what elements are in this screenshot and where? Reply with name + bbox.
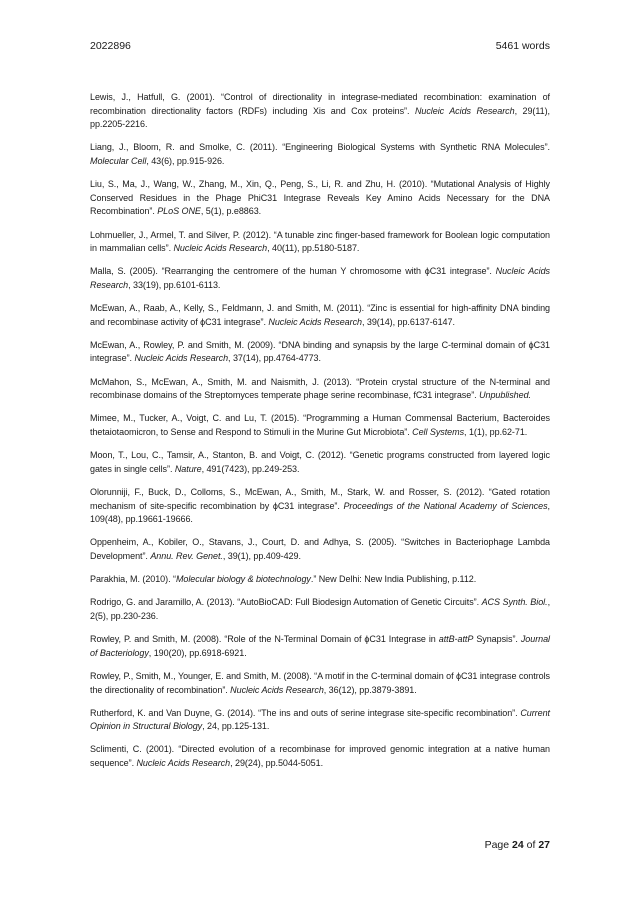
reference-italic-text: Nucleic Acids Research <box>136 758 231 769</box>
reference-italic-text: ACS Synth. Biol. <box>481 597 548 608</box>
reference-text: Liu, S., Ma, J., Wang, W., Zhang, M., Xin, Q., Peng, S., Li, R. and Zhu, H. (2010). “Mutational Analysis of Highly Conserved Residues in the Phage PhiC31 Integrase Reveals Key Amino Acids Necessary for the DNA Recombination”. <box>90 179 550 217</box>
reference-text: , 29(24), pp.5044-5051. <box>230 758 324 769</box>
reference-text: Lohmueller, J., Armel, T. and Silver, P. (2012). “A tunable zinc finger-based framework for Boolean logic computation in mammalian cells”. <box>90 229 550 254</box>
reference-text: , 33(19), pp.6101-6113. <box>128 279 221 290</box>
reference-text: , 491(7423), pp.249-253. <box>201 463 300 474</box>
reference-italic-text: Nucleic Acids Research <box>90 266 550 290</box>
student-id: 2022896 <box>90 40 131 52</box>
reference-entry <box>90 265 550 292</box>
reference-italic-text: Nucleic Acids Research <box>414 105 515 116</box>
reference-entry <box>90 91 550 132</box>
reference-italic-text: Cell Systems <box>412 427 465 438</box>
reference-entry <box>90 412 550 439</box>
reference-text: Moon, T., Lou, C., Tamsir, A., Stanton, B. and Voigt, C. (2012). “Genetic programs constructed from layered logic gates in single cells”. <box>90 450 550 474</box>
reference-italic-text: Nucleic Acids Research <box>173 243 268 254</box>
reference-italic-text: Current Opinion in Structural Biology <box>90 707 550 732</box>
reference-text: , 29(11), pp.2205-2216. <box>90 105 550 130</box>
reference-text: Rowley, P. and Smith, M. (2008). “Role of the N-Terminal Domain of ϕC31 Integrase in <box>90 634 439 645</box>
reference-italic-text: Unpublished. <box>479 390 531 401</box>
reference-italic-text: PLoS ONE <box>157 206 201 217</box>
reference-entry <box>90 178 550 219</box>
reference-italic-text: Nature <box>174 463 202 474</box>
reference-text: , 37(14), pp.4764-4773. <box>228 353 321 364</box>
reference-italic-text: Nucleic Acids Research <box>230 684 324 695</box>
reference-text: McMahon, S., McEwan, A., Smith, M. and Naismith, J. (2013). “Protein crystal structure of the N-terminal and recombinase domains of the Streptomyces temperate phage serine recombinase, fC31 integrase”. <box>90 376 550 401</box>
reference-text: , 109(48), pp.19661-19666. <box>90 500 550 525</box>
reference-italic-text: Journal of Bacteriology <box>90 634 551 658</box>
word-count: 5461 words <box>495 40 550 52</box>
reference-entry <box>90 707 550 734</box>
reference-entry <box>90 229 550 256</box>
reference-entry <box>90 376 550 403</box>
reference-italic-text: Proceedings of the National Academy of Sciences <box>343 500 548 511</box>
reference-text: Rodrigo, G. and Jaramillo, A. (2013). “AutoBioCAD: Full Biodesign Automation of Genetic Circuits”. <box>90 597 482 608</box>
reference-text: Olorunniji, F., Buck, D., Colloms, S., McEwan, A., Smith, M., Stark, W. and Rosser, S. (2012). “Gated rotation mechanism of site-specific recombination by ϕC31 integrase”. <box>90 487 550 511</box>
reference-italic-text: Nucleic Acids Research <box>134 353 229 364</box>
reference-text: , 190(20), pp.6918-6921. <box>148 647 247 658</box>
reference-italic-text: Molecular Cell <box>90 155 147 166</box>
page-footer <box>485 839 550 851</box>
reference-entry <box>90 449 550 476</box>
reference-text: , 5(1), p.e8863. <box>200 206 262 217</box>
reference-text: , 39(1), pp.409-429. <box>222 550 301 561</box>
reference-entry <box>90 486 550 527</box>
reference-text: Synapsis”. <box>473 634 521 645</box>
reference-text: .” New Delhi: New India Publishing, p.112. <box>310 574 477 585</box>
reference-text: Liang, J., Bloom, R. and Smolke, C. (2011). “Engineering Biological Systems with Synthetic RNA Molecules”. <box>90 142 550 153</box>
reference-text: Parakhia, M. (2010). “ <box>90 574 176 585</box>
reference-text: Mimee, M., Tucker, A., Voigt, C. and Lu, T. (2015). “Programming a Human Commensal Bacterium, Bacteroides thetaiotaomicron, to Sense and Respond to Stimuli in the Murine Gut Microbiota”. <box>90 413 550 438</box>
page-label: Page <box>484 839 510 851</box>
reference-italic-text: Nucleic Acids Research <box>268 316 362 327</box>
reference-entry <box>90 536 550 563</box>
reference-text: Sclimenti, C. (2001). “Directed evolution of a recombinase for improved genomic integration at a native human sequence”. <box>90 744 550 769</box>
reference-entry <box>90 573 550 587</box>
reference-entry <box>90 141 550 168</box>
page-total: 27 <box>538 839 550 851</box>
reference-text: , 24, pp.125-131. <box>202 721 270 732</box>
reference-entry <box>90 339 550 366</box>
page-current: 24 <box>512 839 524 851</box>
reference-list <box>90 91 550 780</box>
reference-text: Malla, S. (2005). “Rearranging the centromere of the human Y chromosome with ϕC31 integrase”. <box>90 266 496 277</box>
reference-text: McEwan, A., Raab, A., Kelly, S., Feldmann, J. and Smith, M. (2011). “Zinc is essential for high-affinity DNA binding and recombinase activity of ϕC31 integrase”. <box>90 303 550 327</box>
of-label: of <box>526 839 536 851</box>
reference-italic-text: Molecular biology & biotechnology <box>175 574 311 585</box>
reference-entry <box>90 670 550 697</box>
reference-text: , 39(14), pp.6137-6147. <box>362 316 455 327</box>
reference-italic-text: attB-attP <box>438 634 474 645</box>
reference-text: McEwan, A., Rowley, P. and Smith, M. (2009). “DNA binding and synapsis by the large C-terminal domain of ϕC31 integrase”. <box>90 339 550 364</box>
reference-text: , 40(11), pp.5180-5187. <box>267 243 360 254</box>
reference-text: , 1(1), pp.62-71. <box>464 427 528 438</box>
reference-text: Lewis, J., Hatfull, G. (2001). “Control of directionality in integrase-mediated recombination: examination of recombination directionality factors (RDFs) including Xis and Cox proteins”. <box>90 92 550 116</box>
reference-text: , 2(5), pp.230-236. <box>90 597 551 621</box>
reference-text: , 36(12), pp.3879-3891. <box>323 684 417 695</box>
reference-entry <box>90 302 550 329</box>
reference-italic-text: Annu. Rev. Genet. <box>150 550 223 561</box>
reference-entry <box>90 633 550 660</box>
reference-entry <box>90 743 550 770</box>
reference-text: , 43(6), pp.915-926. <box>146 155 225 166</box>
reference-text: Oppenheim, A., Kobiler, O., Stavans, J., Court, D. and Adhya, S. (2005). “Switches in Bacteriophage Lambda Development”. <box>90 537 550 561</box>
reference-entry <box>90 596 550 623</box>
reference-text: Rutherford, K. and Van Duyne, G. (2014). “The ins and outs of serine integrase site-specific recombination”. <box>90 707 521 718</box>
reference-text: Rowley, P., Smith, M., Younger, E. and Smith, M. (2008). “A motif in the C-terminal domain of ϕC31 integrase controls the directionality of recombination”. <box>90 670 550 695</box>
